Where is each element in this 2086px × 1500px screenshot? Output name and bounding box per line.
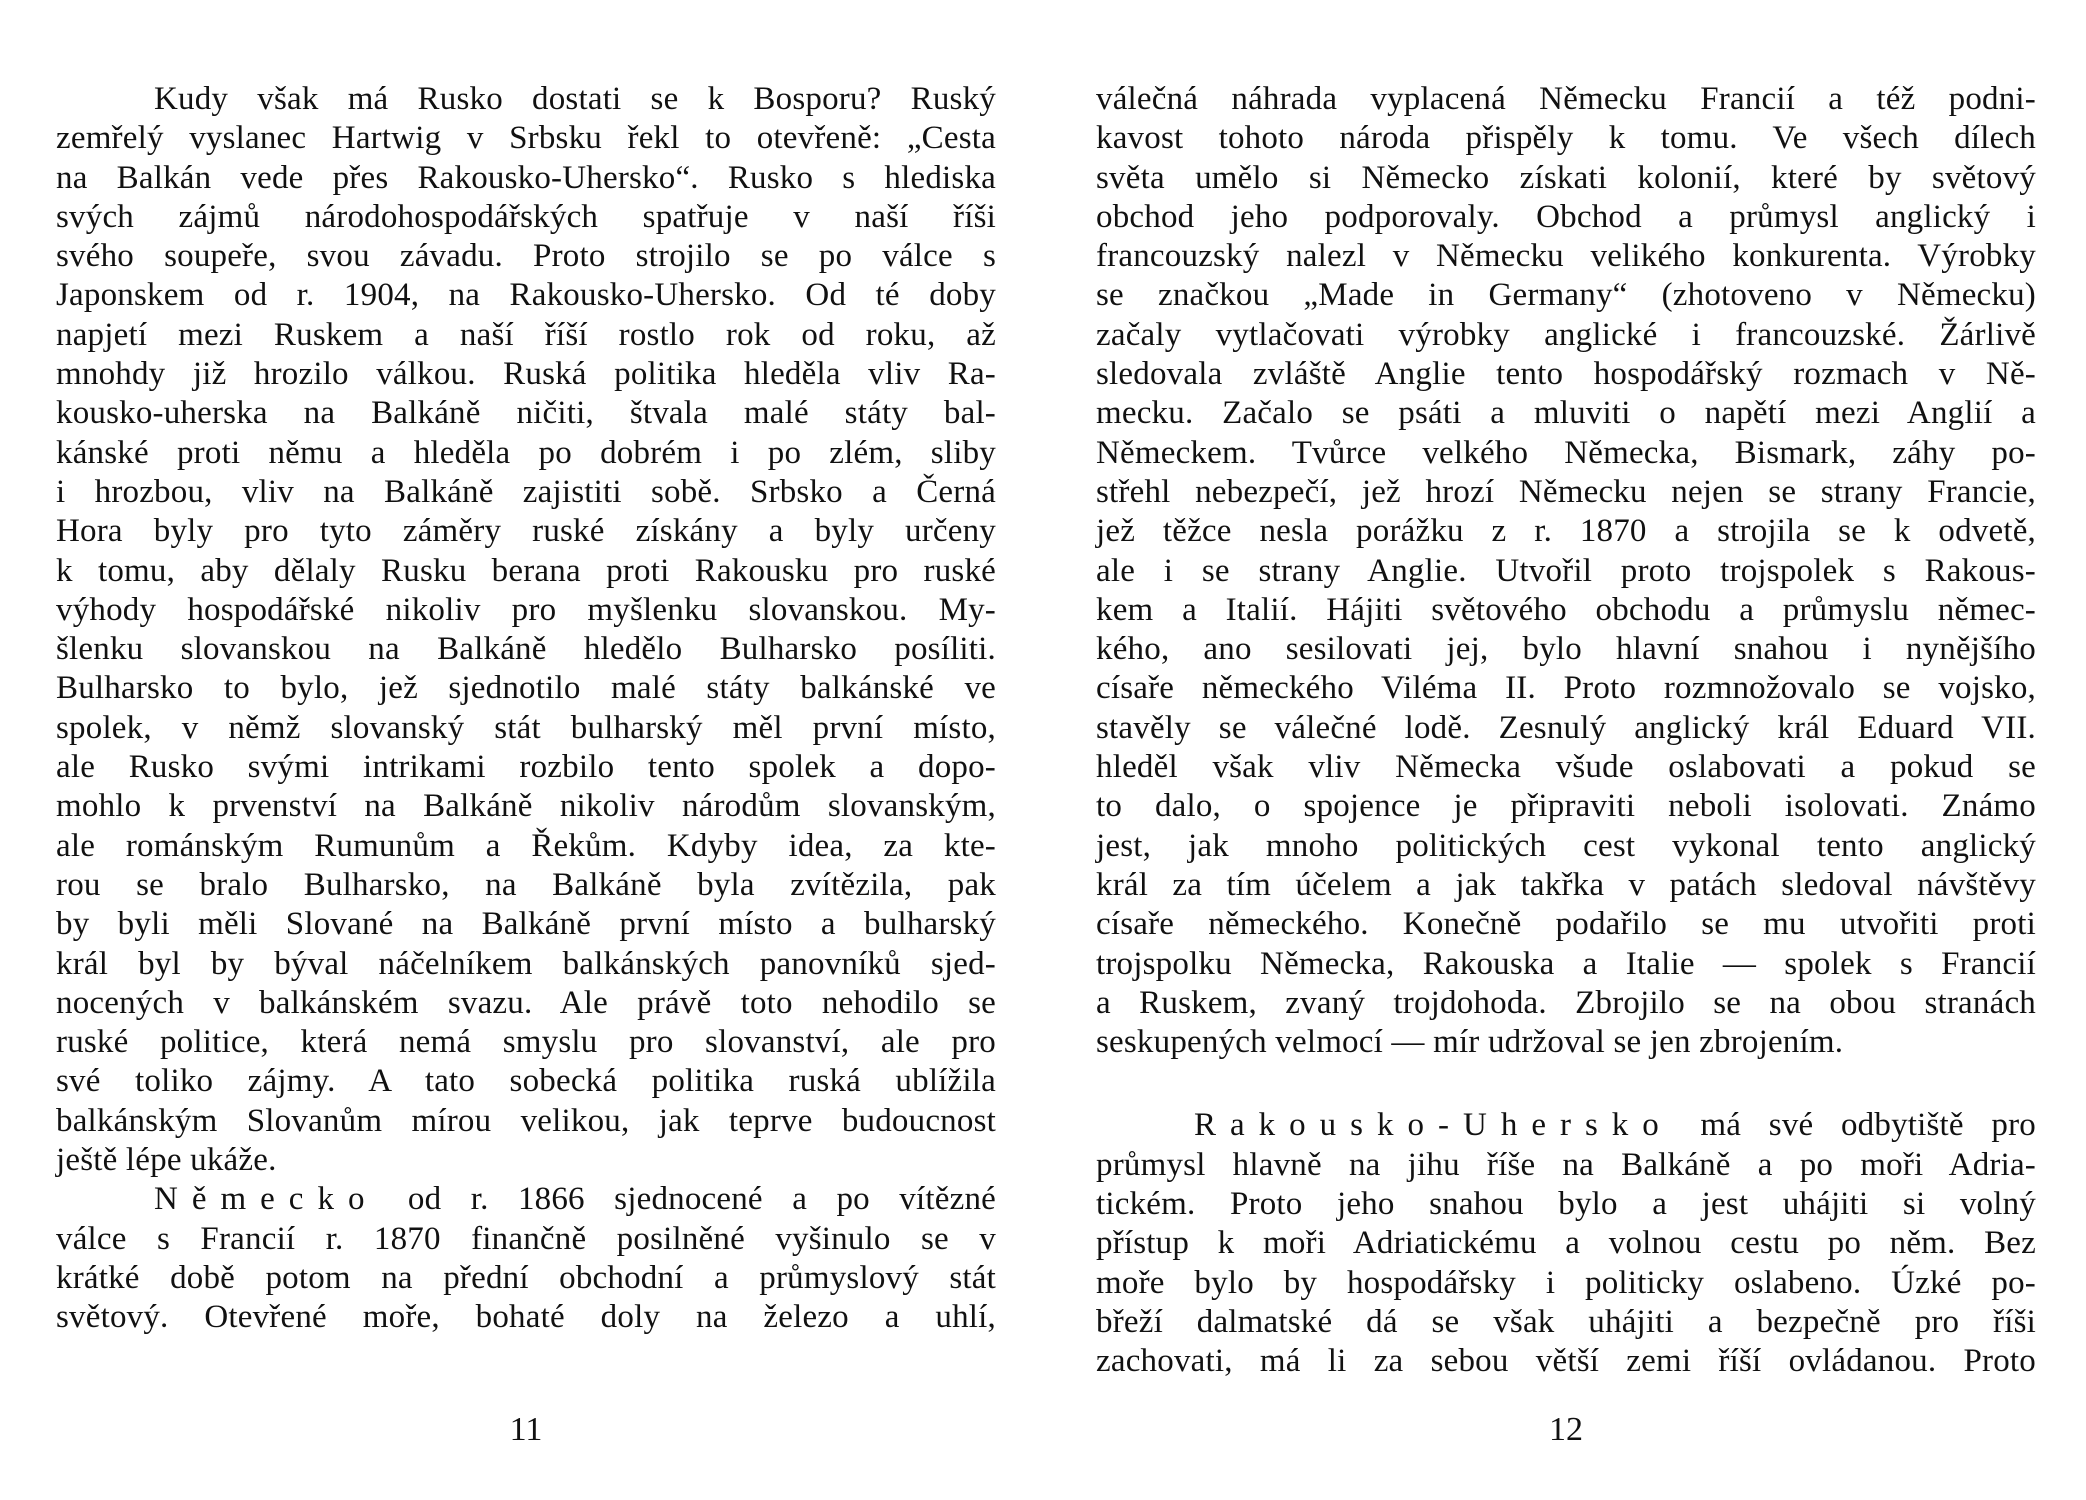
text-line: ale Rusko svými intrikami rozbilo tento spolek a dopo- (56, 749, 996, 786)
right-page-text (1096, 80, 2036, 1382)
spaced-heading-word: Německo (154, 1181, 379, 1218)
text-line: k tomu, aby dělaly Rusku berana proti Rakousku pro ruské (56, 552, 996, 589)
text-line: kého, ano sesilovati jej, bylo hlavní snahou i nynějšího (1096, 631, 2036, 668)
text-line: svého soupeře, svou závadu. Proto strojilo se po válce s (56, 238, 996, 275)
left-page (56, 80, 996, 1448)
text-line: kavost tohoto národa přispěly k tomu. Ve všech dílech (1096, 120, 2036, 157)
text-line: moře bylo by hospodářsky i politicky oslabeno. Úzké po- (1096, 1264, 2036, 1301)
text-line: ale románským Rumunům a Řekům. Kdyby idea, za kte- (56, 827, 996, 864)
paragraph-start-line (56, 1180, 996, 1219)
text-line: střehl nebezpečí, jež hrozí Německu nejen se strany Francie, (1096, 473, 2036, 510)
text-line: král za tím účelem a jak takřka v patách sledoval návštěvy (1096, 866, 2036, 903)
text-line: výhody hospodářské nikoliv pro myšlenku slovanskou. My- (56, 591, 996, 628)
text-line: ruské politice, která nemá smyslu pro slovanství, ale pro (56, 1024, 996, 1061)
text-line: by byli měli Slované na Balkáně první místo a bulharský (56, 906, 996, 943)
text-line: král byl by býval náčelníkem balkánských panovníků sjed- (56, 945, 996, 982)
text-line: kánské proti němu a hleděla po dobrém i po zlém, sliby (56, 434, 996, 471)
text-line: kem a Italií. Hájiti světového obchodu a průmyslu němec- (1096, 591, 2036, 628)
spaced-heading-word: Rakousko-Uhersko (1194, 1107, 1673, 1144)
text-line: své toliko zájmy. A tato sobecká politika ruská ublížila (56, 1063, 996, 1100)
text-line: kousko-uherska na Balkáně ničiti, štvala malé státy bal- (56, 395, 996, 432)
text-line: zemřelý vyslanec Hartwig v Srbsku řekl to otevřeně: „Cesta (56, 120, 996, 157)
text-line: trojspolku Německa, Rakouska a Italie — spolek s Francií (1096, 945, 2036, 982)
text-line: svých zájmů národohospodářských spatřuje v naší říši (56, 198, 996, 235)
page-number: 11 (509, 1411, 543, 1448)
text-line: balkánským Slovanům mírou velikou, jak teprve budoucnost (56, 1102, 996, 1139)
text-line: francouzský nalezl v Německu velikého konkurenta. Výrobky (1096, 238, 2036, 275)
text-line: stavěly se válečné lodě. Zesnulý anglický král Eduard VII. (1096, 709, 2036, 746)
text-line: mnohdy již hrozilo válkou. Ruská politika hleděla vliv Ra- (56, 356, 996, 393)
text-line: mecku. Začalo se psáti a mluviti o napětí mezi Anglií a (1096, 395, 2036, 432)
text-fragment: od r. 1866 sjednocené a po vítězné (378, 1181, 996, 1218)
text-line: obchod jeho podporovaly. Obchod a průmysl anglický i (1096, 198, 2036, 235)
text-line: jest, jak mnoho politických cest vykonal tento anglický (1096, 827, 2036, 864)
text-line: seskupených velmocí — mír udržoval se jen zbrojením. (1096, 1024, 1844, 1061)
text-line: tickém. Proto jeho snahou bylo a jest uhájiti si volný (1096, 1186, 2036, 1223)
text-line: světa umělo si Německo získati kolonií, které by světový (1096, 159, 2036, 196)
paragraph-gap (1096, 1062, 2036, 1106)
text-line: zachovati, má li za sebou větší zemi říší ovládanou. Proto (1096, 1343, 2036, 1380)
text-line: přístup k moři Adriatickému a volnou cestu po něm. Bez (1096, 1225, 2036, 1262)
text-line: válce s Francií r. 1870 finančně posilněné vyšinulo se v (56, 1220, 996, 1257)
text-line: to dalo, o spojence je připraviti neboli isolovati. Známo (1096, 788, 2036, 825)
text-line: spolek, v němž slovanský stát bulharský měl první místo, (56, 709, 996, 746)
text-line: hleděl však vliv Německa všude oslabovati a pokud se (1096, 749, 2036, 786)
text-line: světový. Otevřené moře, bohaté doly na železo a uhlí, (56, 1299, 996, 1336)
text-line: se značkou „Made in Germany“ (zhotoveno v Německu) (1096, 277, 2036, 314)
text-line: břeží dalmatské dá se však uhájiti a bezpečně pro říši (1096, 1303, 2036, 1340)
text-line: jež těžce nesla porážku z r. 1870 a strojila se k odvetě, (1096, 513, 2036, 550)
text-line: ještě lépe ukáže. (56, 1142, 277, 1179)
text-line: válečná náhrada vyplacená Německu Francií a též podni- (1096, 81, 2036, 117)
text-line: a Ruskem, zvaný trojdohoda. Zbrojilo se na obou stranách (1096, 984, 2036, 1021)
text-fragment: má své odbytiště pro (1672, 1107, 2036, 1144)
text-line: začaly vytlačovati výrobky anglické i francouzské. Žárlivě (1096, 316, 2036, 353)
text-line: Japonskem od r. 1904, na Rakousko-Uhersko. Od té doby (56, 277, 996, 314)
right-page (1096, 80, 2036, 1448)
text-line: napjetí mezi Ruskem a naší říší rostlo rok od roku, až (56, 316, 996, 353)
text-line: průmysl hlavně na jihu říše na Balkáně a po moři Adria- (1096, 1146, 2036, 1183)
text-line: i hrozbou, vliv na Balkáně zajistiti sobě. Srbsko a Černá (56, 473, 996, 510)
text-line: mohlo k prvenství na Balkáně nikoliv národům slovanským, (56, 788, 996, 825)
text-line: sledovala zvláště Anglie tento hospodářský rozmach v Ně- (1096, 356, 2036, 393)
text-line: krátké době potom na přední obchodní a průmyslový stát (56, 1259, 996, 1296)
text-line: Hora byly pro tyto záměry ruské získány a byly určeny (56, 513, 996, 550)
paragraph-start-line (1096, 1106, 2036, 1145)
text-line: Kudy však má Rusko dostati se k Bosporu? Ruský (154, 81, 996, 117)
text-line: rou se bralo Bulharsko, na Balkáně byla zvítězila, pak (56, 866, 996, 903)
text-line: šlenku slovanskou na Balkáně hledělo Bulharsko posíliti. (56, 631, 996, 668)
text-line: císaře německého. Konečně podařilo se mu utvořiti proti (1096, 906, 2036, 943)
text-line: na Balkán vede přes Rakousko-Uhersko“. Rusko s hlediska (56, 159, 996, 196)
left-page-text (56, 80, 996, 1338)
text-line: císaře německého Viléma II. Proto rozmnožovalo se vojsko, (1096, 670, 2036, 707)
text-line: Německem. Tvůrce velkého Německa, Bismark, záhy po- (1096, 434, 2036, 471)
text-line: nocených v balkánském svazu. Ale právě toto nehodilo se (56, 984, 996, 1021)
page-number: 12 (1549, 1411, 1583, 1448)
text-line: ale i se strany Anglie. Utvořil proto trojspolek s Rakous- (1096, 552, 2036, 589)
text-line: Bulharsko to bylo, jež sjednotilo malé státy balkánské ve (56, 670, 996, 707)
